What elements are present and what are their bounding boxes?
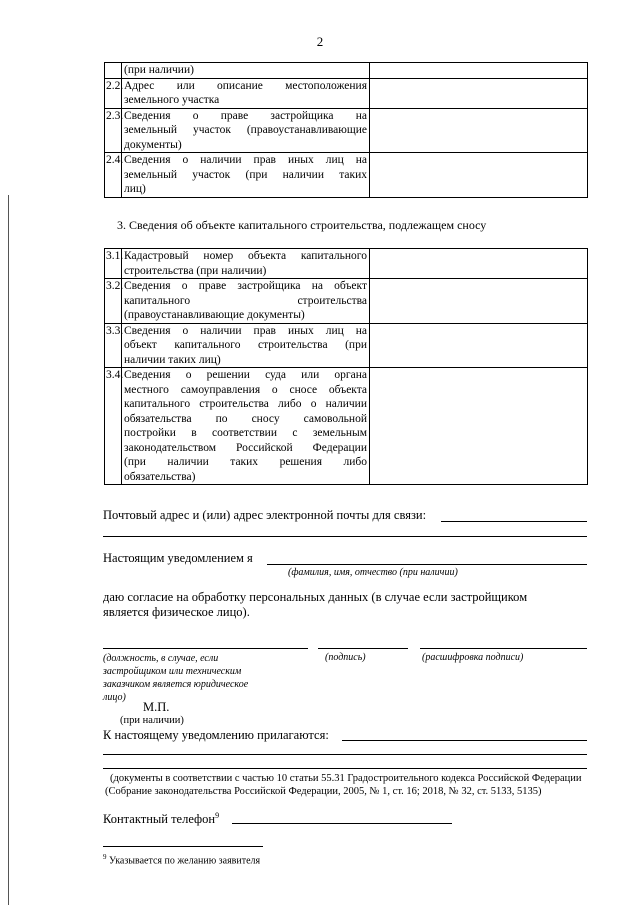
table-row xyxy=(105,63,588,79)
postal-address-field[interactable] xyxy=(441,521,587,522)
building-table xyxy=(104,248,588,485)
postal-address-field-line2[interactable] xyxy=(103,536,587,537)
row-number: 3.2. xyxy=(105,279,122,324)
row-description: Сведения о решении суда или органа местного самоуправления о сносе объекта капитального строительства либо о наличии обязательства по сносу самовольной постройки в соответствии с земельным законодательством Российской Федерации (при наличии таких решения либо обязательства) xyxy=(122,368,370,485)
attached-field[interactable] xyxy=(342,740,587,741)
row-description: Адрес или описание местоположения земельного участка xyxy=(122,78,370,108)
signature-decoding-field[interactable] xyxy=(420,648,587,649)
row-number: 2.4. xyxy=(105,153,122,198)
position-field[interactable] xyxy=(103,648,308,649)
section-title: 3. Сведения об объекте капитального строительства, подлежащем сносу xyxy=(117,218,487,232)
land-plot-table xyxy=(104,62,588,198)
footnote: $^9$ Указывается по желанию заявителя xyxy=(103,853,261,867)
value-cell[interactable] xyxy=(370,368,588,485)
position-caption: (должность, в случае, если застройщиком или техническим заказчиком является юридическое лицо) xyxy=(103,653,249,703)
row-number: 2.2. xyxy=(105,78,122,108)
documents-note-2: (Собрание законодательства Российской Федерации, 2005, № 1, ст. 16; 2018, № 32, ст. 5133, 5135) xyxy=(105,786,542,797)
stamp-caption: (при наличии) xyxy=(120,715,184,726)
postal-address-label: Почтовый адрес и (или) адрес электронной почты для связи: xyxy=(103,508,427,522)
decoding-caption: (расшифровка подписи) xyxy=(422,652,524,663)
table-row xyxy=(105,368,588,485)
row-description: Сведения о праве застройщика на объект капитального строительства (правоустанавливающие документы) xyxy=(122,279,370,324)
phone-label: Контактный телефон$^9$ xyxy=(103,811,220,827)
full-name-field[interactable] xyxy=(267,564,587,565)
table-row xyxy=(105,249,588,279)
phone-field[interactable] xyxy=(232,823,452,824)
table-row xyxy=(105,153,588,198)
attached-field-line3[interactable] xyxy=(103,768,587,769)
row-description: (при наличии) xyxy=(122,63,370,79)
row-number: 3.1. xyxy=(105,249,122,279)
value-cell[interactable] xyxy=(370,108,588,153)
row-number: 2.3. xyxy=(105,108,122,153)
page-number: 2 xyxy=(316,34,324,49)
value-cell[interactable] xyxy=(370,279,588,324)
value-cell[interactable] xyxy=(370,323,588,368)
attached-label: К настоящему уведомлению прилагаются: xyxy=(103,728,329,742)
row-description: Сведения о наличии прав иных лиц на объект капитального строительства (при наличии таких лиц) xyxy=(122,323,370,368)
signature-field[interactable] xyxy=(318,648,408,649)
table-row xyxy=(105,78,588,108)
value-cell[interactable] xyxy=(370,78,588,108)
row-description: Сведения о праве застройщика на земельный участок (правоустанавливающие документы) xyxy=(122,108,370,153)
documents-note-1: (документы в соответствии с частью 10 статьи 55.31 Градостроительного кодекса Российской Федерации xyxy=(110,773,582,784)
value-cell[interactable] xyxy=(370,63,588,79)
consent-line-1: даю согласие на обработку персональных данных (в случае если застройщиком xyxy=(103,590,528,604)
footnote-separator xyxy=(103,846,263,847)
attached-field-line2[interactable] xyxy=(103,754,587,755)
margin-line xyxy=(8,195,9,905)
signature-caption: (подпись) xyxy=(325,652,366,663)
consent-line-2: является физическое лицо). xyxy=(103,605,250,619)
notice-label: Настоящим уведомлением я xyxy=(103,551,253,565)
value-cell[interactable] xyxy=(370,153,588,198)
row-number: 3.3. xyxy=(105,323,122,368)
row-description: Кадастровый номер объекта капитального строительства (при наличии) xyxy=(122,249,370,279)
table-row xyxy=(105,108,588,153)
row-description: Сведения о наличии прав иных лиц на земельный участок (при наличии таких лиц) xyxy=(122,153,370,198)
value-cell[interactable] xyxy=(370,249,588,279)
table-row xyxy=(105,279,588,324)
table-row xyxy=(105,323,588,368)
row-number: 3.4. xyxy=(105,368,122,485)
stamp-label: М.П. xyxy=(143,700,170,714)
full-name-caption: (фамилия, имя, отчество (при наличии) xyxy=(288,567,458,578)
row-number xyxy=(105,63,122,79)
